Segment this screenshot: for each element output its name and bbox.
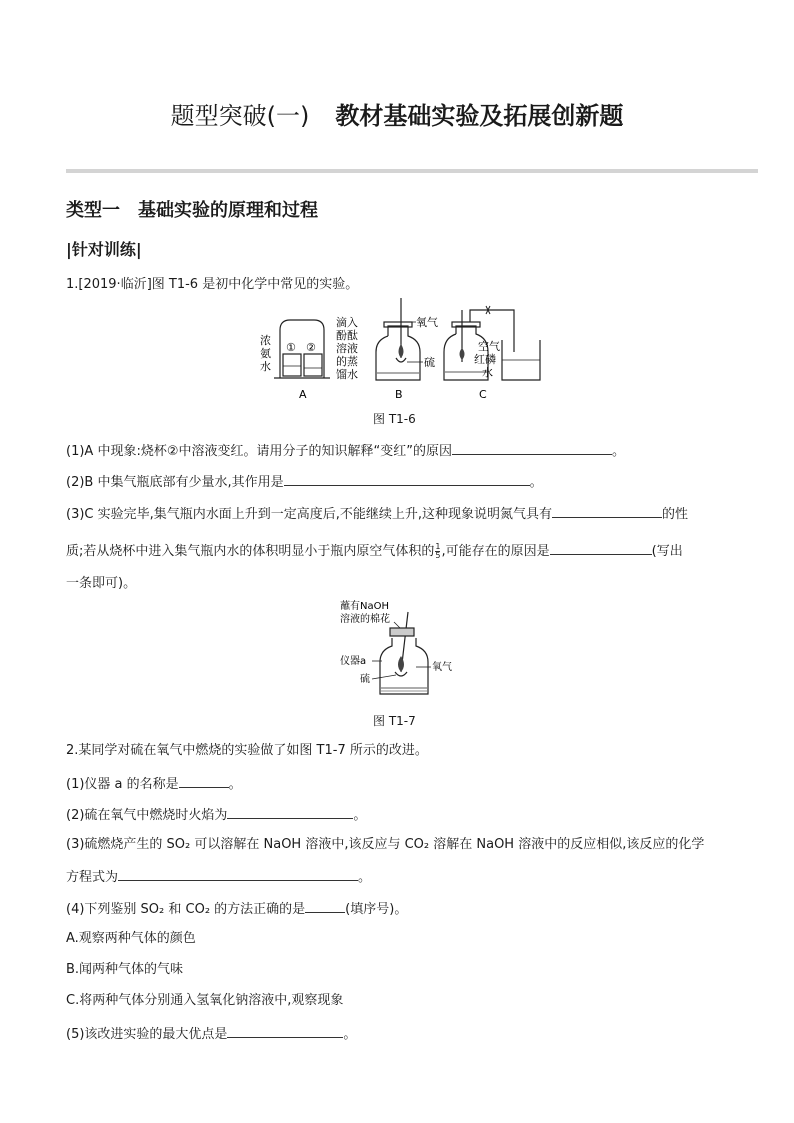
q1-part3-blank1[interactable] bbox=[552, 504, 662, 518]
figure-t1-7-caption: 图 T1-7 bbox=[373, 714, 416, 728]
circle-2: ② bbox=[306, 341, 316, 354]
q2-part4: (4)下列鉴别 SO₂ 和 CO₂ 的方法正确的是 (填序号)。 bbox=[66, 899, 407, 919]
t1-7-sulfur: 硫 bbox=[360, 674, 370, 685]
circle-1: ① bbox=[286, 341, 296, 354]
q2-part4-blank[interactable] bbox=[305, 899, 345, 913]
a-left-3: 水 bbox=[260, 360, 271, 373]
title-part2: 教材基础实验及拓展创新题 bbox=[335, 102, 624, 130]
q1-part2: (2)B 中集气瓶底部有少量水,其作用是 。 bbox=[66, 472, 543, 492]
q1-part1: (1)A 中现象:烧杯②中溶液变红。请用分子的知识解释“变红”的原因 。 bbox=[66, 441, 625, 461]
q1-part3a: (3)C 实验完毕,集气瓶内水面上升到一定高度后,不能继续上升,这种现象说明氮气具有 的性 bbox=[66, 504, 688, 524]
page-title bbox=[0, 96, 794, 131]
q1-part2-blank[interactable] bbox=[284, 472, 530, 486]
section-title: 基础实验的原理和过程 bbox=[138, 200, 318, 221]
q2-part1-blank[interactable] bbox=[179, 774, 229, 788]
q2-part2-blank[interactable] bbox=[227, 805, 353, 819]
a-left-1: 浓 bbox=[260, 334, 271, 347]
cotton-line1: 蘸有NaOH bbox=[340, 601, 389, 612]
c-air: 空气 bbox=[478, 340, 500, 353]
a-right-5: 馏水 bbox=[336, 368, 358, 381]
q1-part3b: 质;若从烧杯中进入集气瓶内水的体积明显小于瓶内原空气体积的 $\frac{1}{5}$ ,可能存在的原因是 (写出 bbox=[66, 542, 683, 560]
title-divider bbox=[66, 169, 758, 173]
label-a: A bbox=[299, 388, 307, 401]
label-b: B bbox=[395, 388, 403, 401]
q1-part3-blank2[interactable] bbox=[550, 541, 652, 555]
q2-part1: (1)仪器 a 的名称是 。 bbox=[66, 774, 242, 794]
fraction-one-fifth: $\frac{1}{5}$ bbox=[435, 542, 441, 560]
section-heading bbox=[66, 196, 318, 222]
q2-part2: (2)硫在氧气中燃烧时火焰为 。 bbox=[66, 805, 366, 825]
a-right-1: 滴入 bbox=[336, 316, 358, 329]
q2-option-c: C.将两种气体分别通入氢氧化钠溶液中,观察现象 bbox=[66, 993, 344, 1008]
a-right-3: 溶液 bbox=[336, 342, 358, 355]
a-left-2: 氨 bbox=[260, 347, 271, 360]
cotton-line2: 溶液的棉花 bbox=[340, 614, 390, 625]
b-oxygen: 氧气 bbox=[416, 316, 438, 329]
q1-stem: 1.[2019·临沂]图 T1-6 是初中化学中常见的实验。 bbox=[66, 277, 359, 292]
label-c: C bbox=[479, 388, 487, 401]
a-right-4: 的蒸 bbox=[336, 355, 358, 368]
b-sulfur: 硫 bbox=[424, 356, 435, 369]
q2-option-b: B.闻两种气体的气味 bbox=[66, 962, 184, 977]
flame-c bbox=[460, 348, 465, 360]
flame-b bbox=[399, 344, 404, 358]
q1-part1-blank[interactable] bbox=[452, 441, 612, 455]
q2-stem: 2.某同学对硫在氧气中燃烧的实验做了如图 T1-7 所示的改进。 bbox=[66, 743, 428, 758]
q2-part5: (5)该改进实验的最大优点是 。 bbox=[66, 1024, 356, 1044]
figure-t1-6-caption: 图 T1-6 bbox=[373, 412, 416, 426]
a-right-2: 酚酞 bbox=[336, 329, 358, 342]
q2-part5-blank[interactable] bbox=[227, 1024, 343, 1038]
q2-part3a: (3)硫燃烧产生的 SO₂ 可以溶解在 NaOH 溶液中,该反应与 CO₂ 溶解在 NaOH 溶液中的反应相似,该反应的化学 bbox=[66, 837, 705, 852]
t1-7-oxygen: 氧气 bbox=[432, 662, 452, 673]
apparatus-a bbox=[274, 320, 330, 378]
q2-part3-blank[interactable] bbox=[118, 867, 358, 881]
title-part1: 题型突破(一) bbox=[170, 102, 310, 130]
figure-t1-7 bbox=[336, 598, 466, 708]
c-water: 水 bbox=[482, 366, 493, 379]
instrument-a: 仪器a bbox=[340, 656, 367, 667]
section-label: 类型一 bbox=[66, 200, 120, 221]
c-phosphorus: 红磷 bbox=[474, 353, 496, 366]
q2-option-a: A.观察两种气体的颜色 bbox=[66, 931, 196, 946]
figure-t1-6 bbox=[250, 296, 550, 406]
training-label: |针对训练| bbox=[66, 240, 142, 259]
q1-part3c: 一条即可)。 bbox=[66, 576, 137, 591]
q2-part3b: 方程式为 。 bbox=[66, 867, 371, 887]
apparatus-b bbox=[376, 298, 420, 380]
